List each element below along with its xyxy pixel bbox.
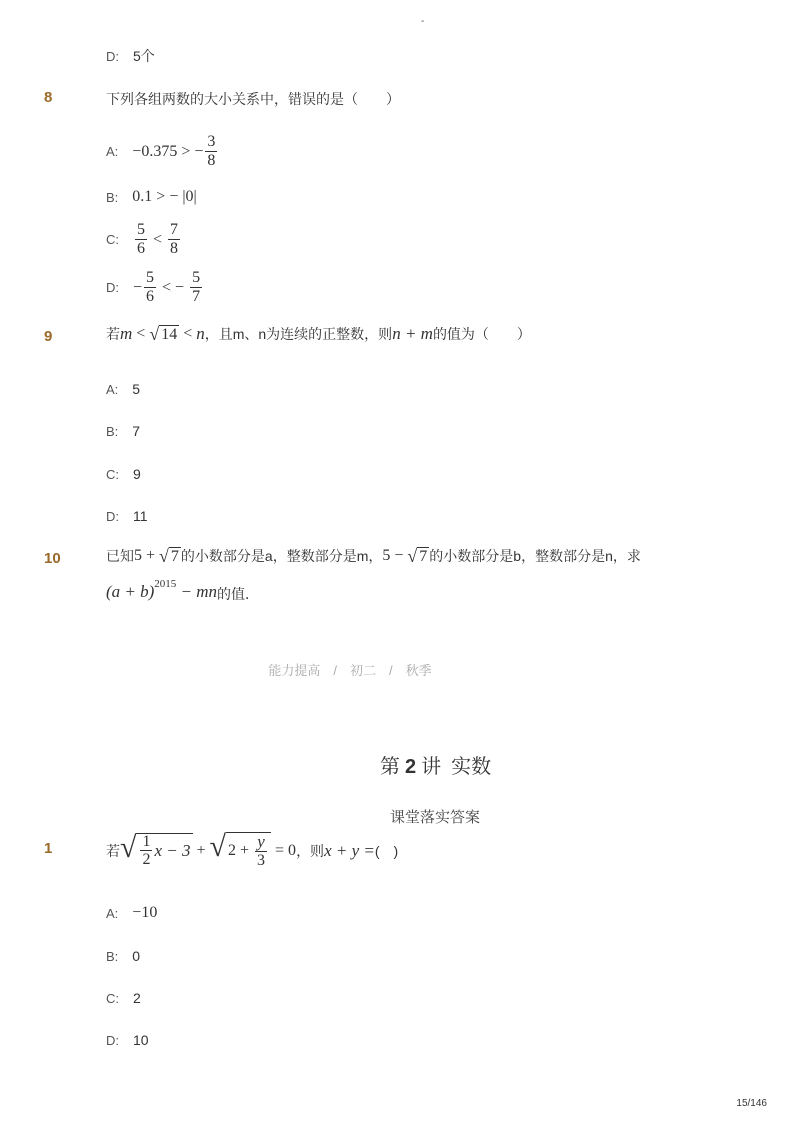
q8-option-c[interactable] — [106, 222, 182, 257]
q9-option-b[interactable] — [106, 423, 140, 439]
q9-option-c[interactable] — [106, 466, 141, 482]
option-text: 2 — [133, 990, 141, 1006]
operator: + — [192, 841, 210, 859]
operator: < — [153, 230, 163, 248]
stem-text: 若 — [106, 326, 120, 342]
fraction — [168, 222, 180, 257]
radicand: 7 — [419, 547, 428, 565]
radicand — [226, 832, 271, 869]
numerator: 5 — [146, 269, 155, 286]
radical-sign-icon: √ — [209, 830, 226, 863]
option-expr: 0.1 > − |0| — [132, 188, 197, 205]
equation-rhs: = 0 — [271, 841, 297, 859]
fraction — [255, 833, 267, 869]
option-text: 7 — [132, 423, 141, 439]
square-root — [159, 547, 181, 566]
section-title — [380, 750, 491, 779]
denominator: 7 — [192, 287, 201, 305]
expr-base: (a + b) — [106, 582, 155, 601]
stem-text: ，且m、n为连续的正整数，则 — [204, 326, 393, 342]
option-label: D: — [106, 48, 119, 64]
denominator: 8 — [207, 151, 216, 169]
section-number: 2 — [405, 756, 417, 778]
denominator: 6 — [137, 239, 145, 257]
q9-option-a[interactable] — [106, 381, 140, 397]
q9-option-d[interactable] — [106, 508, 148, 524]
answer-stem-1 — [106, 832, 398, 869]
page-number: 15/146 — [736, 1098, 767, 1109]
operator: < — [179, 325, 197, 342]
header-dash: - — [421, 16, 425, 27]
radical-sign-icon: √ — [159, 545, 169, 566]
a1-option-a[interactable] — [106, 904, 157, 922]
numerator: 7 — [170, 221, 179, 238]
question-stem-10-line1 — [106, 546, 641, 566]
option-label: A: — [106, 144, 119, 160]
option-text: 9 — [133, 466, 141, 482]
numerator: 5 — [137, 221, 145, 238]
var-m: m — [120, 324, 133, 343]
radicand: 7 — [170, 547, 179, 565]
numerator: y — [257, 832, 265, 851]
section-suffix: 讲 实数 — [421, 756, 492, 778]
option-label: A: — [106, 905, 119, 921]
option-expr-left: −0.375 > − — [132, 142, 204, 160]
question-stem-10-line2 — [106, 578, 259, 604]
denominator: 2 — [142, 851, 151, 869]
expr-sum: n + m — [392, 324, 433, 343]
q7-option-d[interactable] — [106, 46, 155, 66]
option-label: D: — [106, 1032, 119, 1048]
radical-sign-icon: √ — [407, 545, 418, 566]
a1-option-c[interactable] — [106, 990, 141, 1006]
question-number-8: 8 — [44, 89, 53, 106]
fraction — [205, 134, 217, 169]
radicand: 14 — [161, 325, 178, 343]
option-text: 0 — [132, 948, 141, 964]
option-label: B: — [106, 423, 119, 439]
radical-sign-icon: √ — [149, 323, 160, 344]
option-text: 5个 — [133, 48, 155, 64]
denominator: 6 — [146, 287, 155, 305]
option-text: 10 — [133, 1032, 149, 1048]
a1-option-b[interactable] — [106, 948, 140, 964]
stem-text: 的值为（ ） — [432, 326, 531, 342]
answer-number-1: 1 — [44, 840, 53, 857]
option-text: 11 — [133, 508, 148, 524]
section-prefix: 第 — [380, 756, 400, 778]
fraction — [135, 222, 147, 257]
q8-option-d[interactable] — [106, 270, 204, 305]
stem-text: 的小数部分是b，整数部分是n，求 — [429, 548, 641, 564]
question-number-10: 10 — [44, 550, 61, 567]
fraction — [140, 834, 152, 869]
question-number-9: 9 — [44, 328, 53, 345]
stem-text: 的小数部分是a，整数部分是m， — [180, 548, 383, 564]
operator: < − — [162, 278, 185, 296]
fraction — [144, 270, 156, 305]
square-root — [120, 830, 193, 869]
var-n: n — [196, 324, 205, 343]
radicand-pre: 2 + — [228, 842, 254, 860]
expr: 5 + — [134, 547, 160, 564]
stem-text: 已知 — [106, 548, 134, 564]
option-label: C: — [106, 466, 119, 482]
minus-sign: − — [133, 278, 143, 296]
option-text: −10 — [132, 904, 158, 921]
stem-text: ( ) — [374, 842, 399, 859]
radical-sign-icon: √ — [120, 830, 137, 864]
expr-rest: − mn — [176, 582, 218, 601]
option-label: D: — [106, 508, 119, 524]
question-stem-9 — [106, 324, 531, 344]
expr: x + y = — [324, 840, 375, 860]
denominator: 8 — [170, 239, 179, 257]
denominator: 3 — [257, 851, 266, 869]
square-root — [407, 547, 429, 566]
exponent: 2015 — [154, 578, 177, 590]
q8-option-a[interactable] — [106, 134, 219, 169]
option-text: 5 — [132, 381, 141, 397]
expr: 5 − — [382, 547, 408, 564]
q8-option-b[interactable] — [106, 188, 197, 206]
option-label: B: — [106, 948, 119, 964]
stem-text: ，则 — [296, 842, 325, 859]
option-label: A: — [106, 381, 119, 397]
square-root — [149, 325, 179, 344]
question-stem-8: 下列各组两数的大小关系中，错误的是（ ） — [106, 91, 400, 107]
numerator: 5 — [192, 269, 201, 286]
stem-text: 的值． — [217, 586, 260, 602]
radicand-rest: x − 3 — [154, 841, 191, 861]
numerator: 3 — [207, 133, 216, 150]
option-label: D: — [106, 280, 119, 296]
option-label: B: — [106, 189, 119, 205]
numerator: 1 — [142, 832, 151, 850]
operator: < — [132, 325, 150, 342]
fraction — [190, 270, 202, 305]
a1-option-d[interactable] — [106, 1032, 149, 1048]
square-root — [210, 832, 272, 869]
section-subtitle: 课堂落实答案 — [390, 810, 481, 826]
radicand — [136, 833, 192, 869]
option-label: C: — [106, 990, 119, 1006]
option-label: C: — [106, 232, 119, 248]
stem-text: 若 — [106, 842, 120, 859]
breadcrumb: 能力提高 / 初二 / 秋季 — [268, 663, 432, 678]
